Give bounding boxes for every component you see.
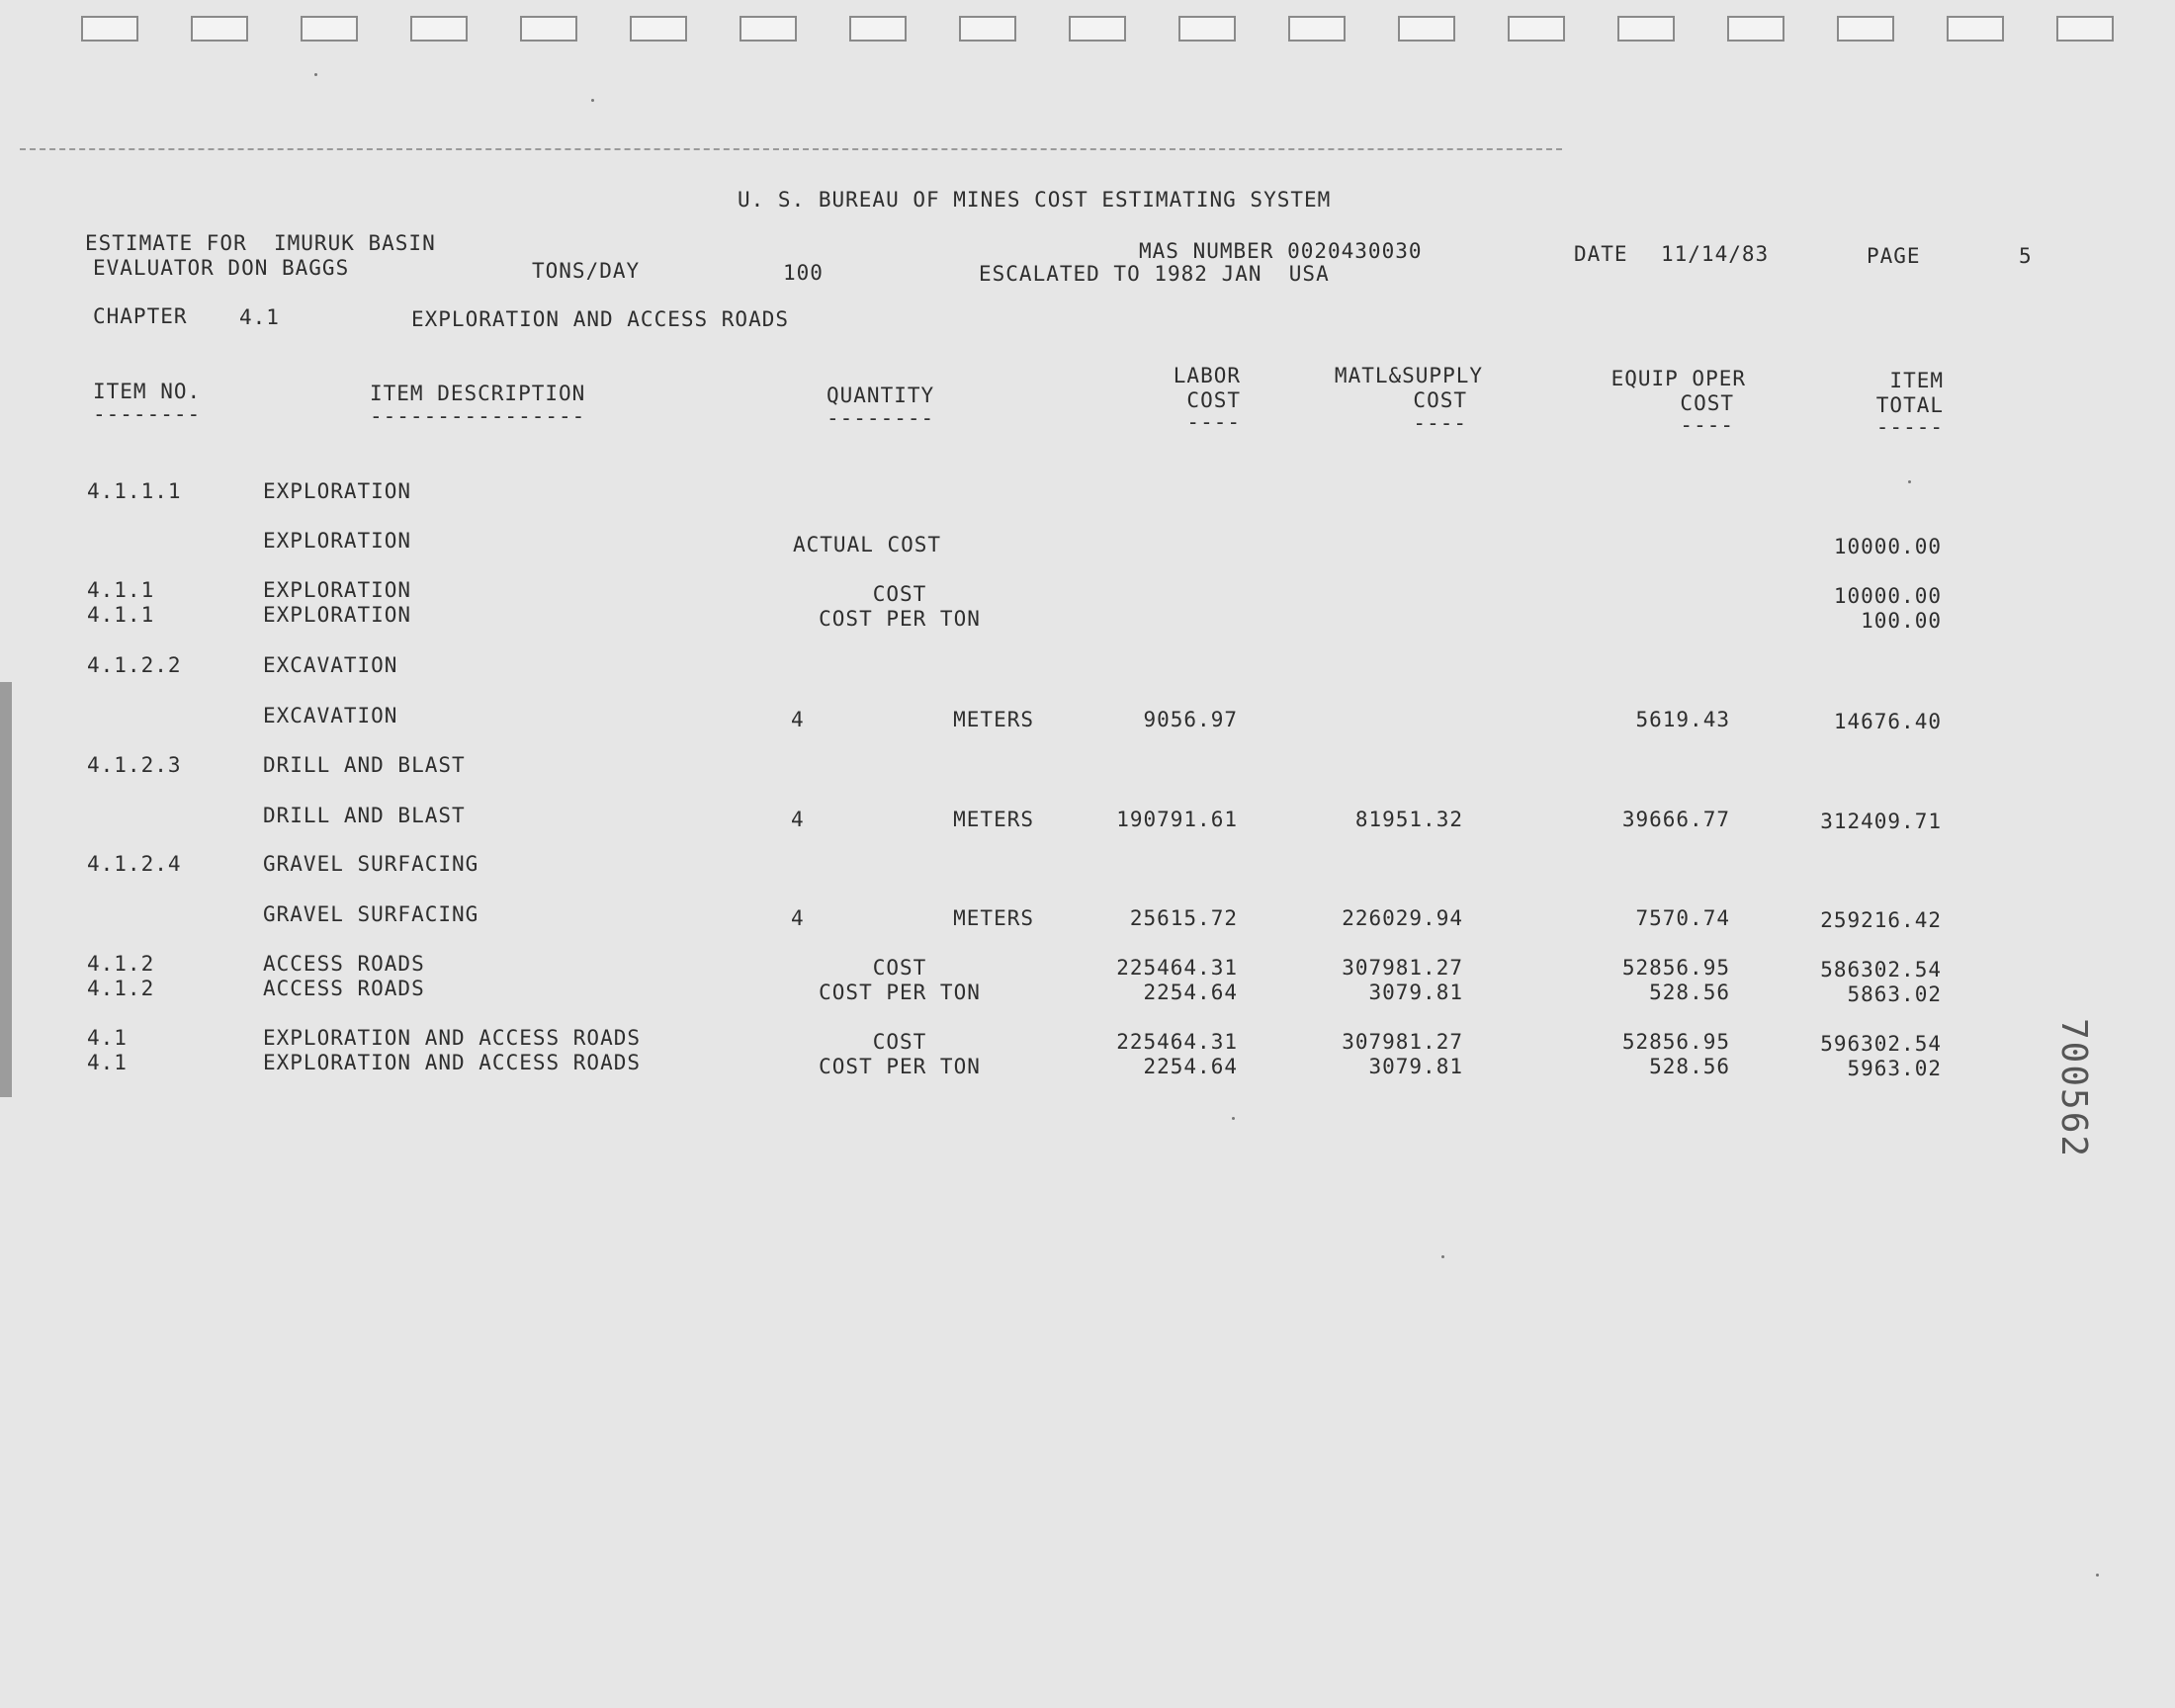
cell-total: 596302.54 bbox=[1820, 1032, 1942, 1056]
cell-unit: METERS bbox=[953, 906, 1034, 930]
col-matl-rule: ---- bbox=[1413, 411, 1467, 435]
report-title: U. S. BUREAU OF MINES COST ESTIMATING SYSTEM bbox=[738, 188, 1332, 212]
scan-speck bbox=[2096, 1574, 2099, 1577]
cell-item: 4.1.2 bbox=[87, 977, 155, 1000]
cell-equip: 528.56 bbox=[1649, 1055, 1730, 1078]
cell-total: 5963.02 bbox=[1847, 1057, 1942, 1080]
cell-total: 5863.02 bbox=[1847, 982, 1942, 1006]
cell-qty: 4 bbox=[791, 708, 805, 731]
margin-handwritten-number: 700562 bbox=[2053, 1018, 2094, 1159]
scan-edge-shadow bbox=[0, 682, 12, 1097]
scan-speck bbox=[1441, 1255, 1444, 1258]
cell-labor: 9056.97 bbox=[1143, 708, 1238, 731]
cell-equip: 7570.74 bbox=[1635, 906, 1730, 930]
cell-equip: 528.56 bbox=[1649, 981, 1730, 1004]
col-item-description: ITEM DESCRIPTION bbox=[370, 382, 586, 405]
cell-equip: 39666.77 bbox=[1621, 808, 1730, 831]
cell-total: 586302.54 bbox=[1820, 958, 1942, 982]
scan-speck bbox=[1908, 480, 1911, 483]
cell-desc: EXPLORATION bbox=[263, 529, 412, 553]
feed-hole bbox=[1727, 16, 1784, 42]
cell-item: 4.1.1 bbox=[87, 603, 155, 627]
cell-item: 4.1.1.1 bbox=[87, 479, 182, 503]
cell-matl: 3079.81 bbox=[1368, 1055, 1463, 1078]
feed-hole bbox=[740, 16, 797, 42]
feed-hole bbox=[2056, 16, 2114, 42]
col-labor-rule: ---- bbox=[1186, 410, 1241, 434]
feed-hole bbox=[849, 16, 907, 42]
col-equip-line2: COST bbox=[1680, 391, 1734, 415]
cell-total: 10000.00 bbox=[1833, 584, 1942, 608]
col-equip-rule: ---- bbox=[1680, 413, 1734, 437]
cell-labor: 225464.31 bbox=[1116, 956, 1238, 980]
col-labor-line1: LABOR bbox=[1173, 364, 1241, 387]
cell-desc: GRAVEL SURFACING bbox=[263, 852, 479, 876]
cell-qty: COST bbox=[872, 582, 927, 606]
chapter-title: EXPLORATION AND ACCESS ROADS bbox=[411, 307, 790, 331]
cell-item: 4.1.2.4 bbox=[87, 852, 182, 876]
col-item-no-rule: -------- bbox=[93, 402, 202, 426]
feed-hole bbox=[1947, 16, 2004, 42]
evaluator: EVALUATOR DON BAGGS bbox=[93, 256, 350, 280]
col-total-line2: TOTAL bbox=[1875, 393, 1944, 417]
cell-unit: METERS bbox=[953, 708, 1034, 731]
cell-matl: 307981.27 bbox=[1342, 956, 1463, 980]
feed-hole bbox=[1178, 16, 1236, 42]
cell-item: 4.1.2.2 bbox=[87, 653, 182, 677]
tractor-feed-holes bbox=[81, 16, 2118, 45]
cell-desc: EXPLORATION bbox=[263, 603, 412, 627]
cell-matl: 81951.32 bbox=[1354, 808, 1463, 831]
feed-hole bbox=[1837, 16, 1894, 42]
col-labor-line2: COST bbox=[1186, 388, 1241, 412]
perforation-line bbox=[20, 148, 1562, 150]
cell-total: 14676.40 bbox=[1833, 710, 1942, 733]
cell-desc: EXPLORATION bbox=[263, 578, 412, 602]
cell-matl: 226029.94 bbox=[1342, 906, 1463, 930]
cell-qty: COST bbox=[872, 1030, 927, 1054]
col-total-line1: ITEM bbox=[1889, 369, 1944, 392]
cell-equip: 52856.95 bbox=[1621, 1030, 1730, 1054]
col-item-description-rule: ---------------- bbox=[370, 404, 586, 428]
cell-equip: 5619.43 bbox=[1635, 708, 1730, 731]
page-label: PAGE bbox=[1867, 244, 1921, 268]
mas-number: MAS NUMBER 0020430030 bbox=[1139, 239, 1423, 263]
cell-item: 4.1.2 bbox=[87, 952, 155, 976]
date-label: DATE bbox=[1574, 242, 1628, 266]
cell-item: 4.1.2.3 bbox=[87, 753, 182, 777]
col-total-rule: ----- bbox=[1875, 415, 1944, 439]
cell-labor: 225464.31 bbox=[1116, 1030, 1238, 1054]
feed-hole bbox=[959, 16, 1016, 42]
cell-total: 259216.42 bbox=[1820, 908, 1942, 932]
feed-hole bbox=[301, 16, 358, 42]
cell-total: 312409.71 bbox=[1820, 810, 1942, 833]
col-equip-line1: EQUIP OPER bbox=[1610, 367, 1746, 390]
cell-total: 10000.00 bbox=[1833, 535, 1942, 558]
cell-desc: DRILL AND BLAST bbox=[263, 804, 466, 827]
cell-qty: COST PER TON bbox=[819, 1055, 981, 1078]
cell-desc: EXCAVATION bbox=[263, 704, 398, 727]
feed-hole bbox=[410, 16, 468, 42]
cell-qty: 4 bbox=[791, 808, 805, 831]
chapter-number: 4.1 bbox=[239, 305, 280, 329]
cell-item: 4.1.1 bbox=[87, 578, 155, 602]
cell-desc: ACCESS ROADS bbox=[263, 952, 425, 976]
cell-labor: 190791.61 bbox=[1116, 808, 1238, 831]
feed-hole bbox=[1069, 16, 1126, 42]
scan-speck bbox=[591, 99, 594, 102]
feed-hole bbox=[191, 16, 248, 42]
cell-qty: COST PER TON bbox=[819, 981, 981, 1004]
cell-desc: EXCAVATION bbox=[263, 653, 398, 677]
cell-desc: ACCESS ROADS bbox=[263, 977, 425, 1000]
page-number: 5 bbox=[2019, 244, 2033, 268]
cell-desc: EXPLORATION bbox=[263, 479, 412, 503]
cell-unit: METERS bbox=[953, 808, 1034, 831]
cell-desc: DRILL AND BLAST bbox=[263, 753, 466, 777]
feed-hole bbox=[520, 16, 577, 42]
cell-matl: 307981.27 bbox=[1342, 1030, 1463, 1054]
estimate-for: ESTIMATE FOR IMURUK BASIN bbox=[85, 231, 436, 255]
cell-labor: 2254.64 bbox=[1143, 981, 1238, 1004]
cell-desc: GRAVEL SURFACING bbox=[263, 902, 479, 926]
cell-qty: COST PER TON bbox=[819, 607, 981, 631]
cell-item: 4.1 bbox=[87, 1051, 128, 1074]
col-quantity-rule: -------- bbox=[826, 406, 935, 430]
cell-equip: 52856.95 bbox=[1621, 956, 1730, 980]
cell-qty: ACTUAL COST bbox=[793, 533, 942, 556]
feed-hole bbox=[1617, 16, 1675, 42]
feed-hole bbox=[81, 16, 138, 42]
col-matl-line1: MATL&SUPPLY bbox=[1334, 364, 1483, 387]
cell-matl: 3079.81 bbox=[1368, 981, 1463, 1004]
tons-day-label: TONS/DAY bbox=[532, 259, 641, 283]
cell-item: 4.1 bbox=[87, 1026, 128, 1050]
col-matl-line2: COST bbox=[1413, 388, 1467, 412]
chapter-label: CHAPTER bbox=[93, 304, 188, 328]
escalated-note: ESCALATED TO 1982 JAN USA bbox=[979, 262, 1330, 286]
feed-hole bbox=[630, 16, 687, 42]
feed-hole bbox=[1398, 16, 1455, 42]
scan-speck bbox=[314, 73, 317, 76]
feed-hole bbox=[1288, 16, 1346, 42]
tons-day-value: 100 bbox=[783, 261, 824, 285]
cell-qty: COST bbox=[872, 956, 927, 980]
col-quantity: QUANTITY bbox=[826, 384, 935, 407]
date-value: 11/14/83 bbox=[1661, 242, 1770, 266]
scan-speck bbox=[1232, 1117, 1235, 1120]
cell-desc: EXPLORATION AND ACCESS ROADS bbox=[263, 1026, 642, 1050]
cell-total: 100.00 bbox=[1861, 609, 1942, 633]
cell-desc: EXPLORATION AND ACCESS ROADS bbox=[263, 1051, 642, 1074]
col-item-no: ITEM NO. bbox=[93, 380, 202, 403]
cell-labor: 25615.72 bbox=[1129, 906, 1238, 930]
cell-qty: 4 bbox=[791, 906, 805, 930]
feed-hole bbox=[1508, 16, 1565, 42]
cell-labor: 2254.64 bbox=[1143, 1055, 1238, 1078]
